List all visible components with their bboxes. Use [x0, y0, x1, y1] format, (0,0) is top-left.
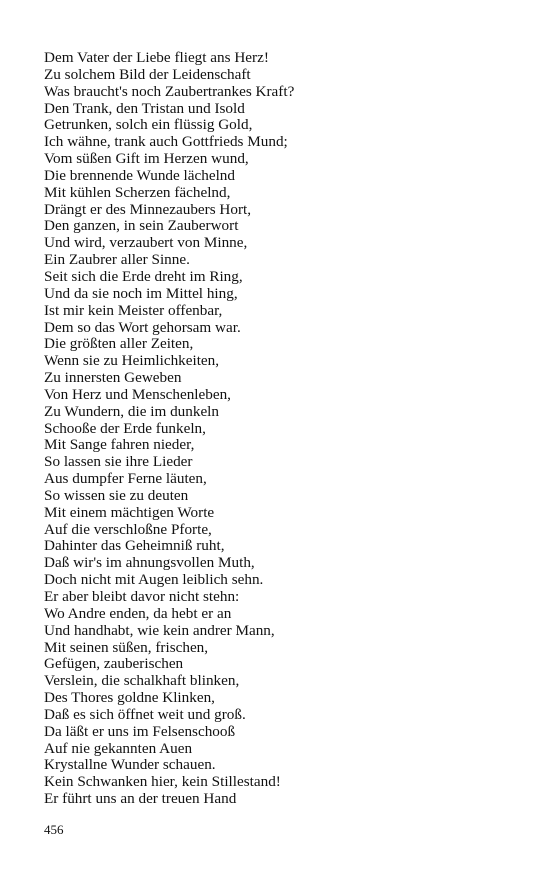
poem-line: Verslein, die schalkhaft blinken, — [44, 672, 240, 690]
poem-line: Gefügen, zauberischen — [44, 655, 184, 673]
poem-line: Aus dumpfer Ferne läuten, — [44, 470, 207, 488]
poem-line: Dem Vater der Liebe fliegt ans Herz! — [44, 49, 269, 66]
poem-line: Wo Andre enden, da hebt er an — [44, 604, 232, 622]
poem-line: Und da sie noch im Mittel hing, — [44, 284, 238, 302]
poem-line: Mit Sange fahren nieder, — [44, 436, 195, 454]
poem-line: Mit einem mächtigen Worte — [44, 503, 215, 521]
poem-line: Mit seinen süßen, frischen, — [44, 638, 209, 656]
page-number: 456 — [44, 822, 64, 837]
poem-line: Auf die verschloßne Pforte, — [44, 520, 212, 538]
poem-line: So lassen sie ihre Lieder — [44, 453, 193, 471]
poem-line: So wissen sie zu deuten — [44, 486, 189, 504]
poem-text — [44, 50, 294, 808]
poem-line: Die brennende Wunde lächelnd — [44, 166, 235, 184]
poem-line: Den ganzen, in sein Zauberwort — [44, 217, 239, 235]
poem-line: Er führt uns an der treuen Hand — [44, 790, 237, 808]
poem-line: Ich wähne, trank auch Gottfrieds Mund; — [44, 133, 288, 151]
poem-line: Schooße der Erde funkeln, — [44, 419, 206, 437]
poem-line: Seit sich die Erde dreht im Ring, — [44, 267, 243, 285]
poem-line: Kein Schwanken hier, kein Stillestand! — [44, 773, 281, 791]
poem-line: Krystallne Wunder schauen. — [44, 756, 216, 774]
poem-line: Getrunken, solch ein flüssig Gold, — [44, 116, 253, 134]
poem-line: Er aber bleibt davor nicht stehn: — [44, 588, 240, 605]
poem-line: Zu solchem Bild der Leidenschaft — [44, 65, 251, 83]
poem-line: Ist mir kein Meister offenbar, — [44, 301, 223, 319]
poem-line: Da läßt er uns im Felsenschooß — [44, 722, 236, 740]
poem-line: Daß wir's im ahnungsvollen Muth, — [44, 554, 255, 572]
poem-line: Ein Zaubrer aller Sinne. — [44, 251, 190, 269]
poem-line: Die größten aller Zeiten, — [44, 335, 194, 353]
poem-line: Was braucht's noch Zaubertrankes Kraft? — [44, 82, 295, 100]
poem-line: Vom süßen Gift im Herzen wund, — [44, 150, 249, 168]
poem-line: Drängt er des Minnezaubers Hort, — [44, 200, 252, 218]
poem-line: Dem so das Wort gehorsam war. — [44, 318, 241, 336]
poem-line: Mit kühlen Scherzen fächelnd, — [44, 183, 231, 201]
poem-line: Wenn sie zu Heimlichkeiten, — [44, 352, 220, 370]
poem-line: Von Herz und Menschenleben, — [44, 385, 231, 403]
poem-line: Doch nicht mit Augen leiblich sehn. — [44, 571, 264, 589]
poem-line: Des Thores goldne Klinken, — [44, 689, 215, 707]
poem-line: Den Trank, den Tristan und Isold — [44, 99, 245, 117]
poem-line: Dahinter das Geheimniß ruht, — [44, 537, 225, 555]
poem-line: Zu innersten Geweben — [44, 369, 182, 387]
poem-line: Auf nie gekannten Auen — [44, 739, 193, 757]
poem-line: Und wird, verzaubert von Minne, — [44, 234, 248, 252]
poem-line: Und handhabt, wie kein andrer Mann, — [44, 621, 275, 639]
poem-line: Daß es sich öffnet weit und groß. — [44, 705, 246, 723]
poem-line: Zu Wundern, die im dunkeln — [44, 402, 219, 420]
